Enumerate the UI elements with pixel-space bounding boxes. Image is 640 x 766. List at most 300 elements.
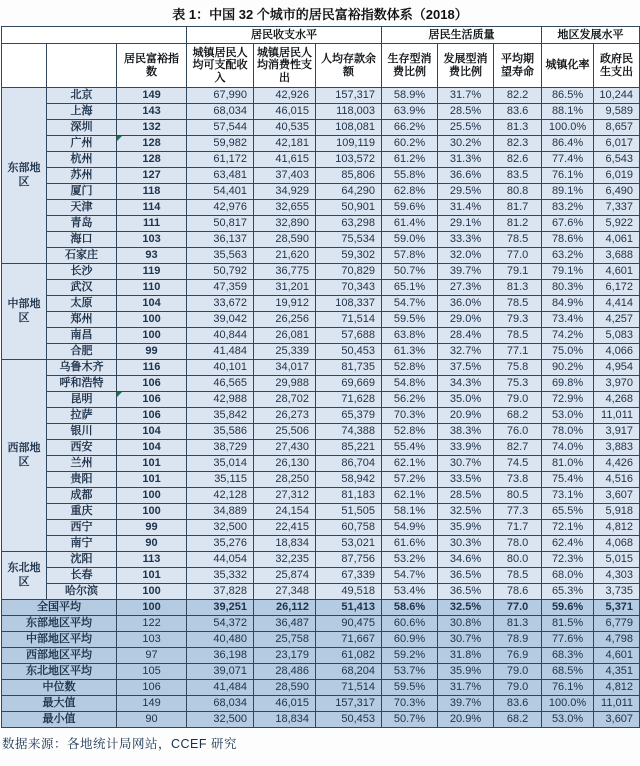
- value-cell: 54.7%: [382, 296, 438, 312]
- city-name-cell: 武汉: [47, 280, 117, 296]
- city-row: [2, 328, 640, 344]
- summary-value-cell: 59.5%: [382, 680, 438, 696]
- summary-value-cell: 18,834: [254, 712, 316, 728]
- value-cell: 53.4%: [382, 584, 438, 600]
- city-row: [2, 392, 640, 408]
- value-cell: 39,042: [187, 312, 254, 328]
- value-cell: 118,003: [316, 104, 382, 120]
- value-cell: 52.8%: [382, 424, 438, 440]
- value-cell: 72.9%: [542, 392, 594, 408]
- summary-value-cell: 31.8%: [438, 648, 494, 664]
- value-cell: 66.2%: [382, 120, 438, 136]
- value-cell: 6,490: [594, 184, 640, 200]
- value-cell: 46,565: [187, 376, 254, 392]
- value-cell: 59,982: [187, 136, 254, 152]
- city-row: [2, 152, 640, 168]
- summary-value-cell: 53.0%: [542, 712, 594, 728]
- value-cell: 75.8: [494, 360, 542, 376]
- value-cell: 80.3%: [542, 280, 594, 296]
- city-row: [2, 184, 640, 200]
- city-row: [2, 360, 640, 376]
- value-cell: 82.2: [494, 88, 542, 104]
- value-cell: 149: [117, 88, 187, 104]
- value-cell: 28.5%: [438, 104, 494, 120]
- value-cell: 76.1%: [542, 168, 594, 184]
- value-cell: 63.8%: [382, 328, 438, 344]
- value-cell: 5,922: [594, 216, 640, 232]
- summary-label-cell: 最小值: [2, 712, 117, 728]
- value-cell: 37,828: [187, 584, 254, 600]
- value-cell: 5,015: [594, 552, 640, 568]
- value-cell: 54.9%: [382, 520, 438, 536]
- value-cell: 32,235: [254, 552, 316, 568]
- value-cell: 49,518: [316, 584, 382, 600]
- value-cell: 74,388: [316, 424, 382, 440]
- summary-row: [2, 600, 640, 616]
- value-cell: 36.6%: [438, 168, 494, 184]
- value-cell: 57.2%: [382, 472, 438, 488]
- value-cell: 53,021: [316, 536, 382, 552]
- value-cell: 81,183: [316, 488, 382, 504]
- summary-value-cell: 3,607: [594, 712, 640, 728]
- value-cell: 6,172: [594, 280, 640, 296]
- city-name-cell: 厦门: [47, 184, 117, 200]
- summary-value-cell: 100: [117, 600, 187, 616]
- value-cell: 86.4%: [542, 136, 594, 152]
- value-cell: 30.2%: [438, 136, 494, 152]
- city-row: [2, 248, 640, 264]
- value-cell: 101: [117, 456, 187, 472]
- summary-value-cell: 30.8%: [438, 616, 494, 632]
- city-name-cell: 乌鲁木齐: [47, 360, 117, 376]
- value-cell: 88.1%: [542, 104, 594, 120]
- value-cell: 37,403: [254, 168, 316, 184]
- value-cell: 36.0%: [438, 296, 494, 312]
- value-cell: 61.3%: [382, 344, 438, 360]
- summary-value-cell: 83.6: [494, 696, 542, 712]
- value-cell: 77.4%: [542, 152, 594, 168]
- value-cell: 132: [117, 120, 187, 136]
- value-cell: 29.5%: [438, 184, 494, 200]
- value-cell: 4,426: [594, 456, 640, 472]
- summary-value-cell: 54,372: [187, 616, 254, 632]
- value-cell: 61.4%: [382, 216, 438, 232]
- value-cell: 93: [117, 248, 187, 264]
- city-name-cell: 广州: [47, 136, 117, 152]
- value-cell: 4,268: [594, 392, 640, 408]
- city-name-cell: 长沙: [47, 264, 117, 280]
- summary-value-cell: 32,500: [187, 712, 254, 728]
- value-cell: 83.2%: [542, 200, 594, 216]
- value-cell: 35.0%: [438, 392, 494, 408]
- value-cell: 65.5%: [542, 504, 594, 520]
- column-header-7: 城镇化率: [542, 44, 594, 88]
- value-cell: 28,250: [254, 472, 316, 488]
- summary-value-cell: 60.9%: [382, 632, 438, 648]
- summary-value-cell: 20.9%: [438, 712, 494, 728]
- value-cell: 3,917: [594, 424, 640, 440]
- value-cell: 58.1%: [382, 504, 438, 520]
- value-cell: 52.8%: [382, 360, 438, 376]
- value-cell: 36.5%: [438, 584, 494, 600]
- value-cell: 74.5: [494, 456, 542, 472]
- city-name-cell: 呼和浩特: [47, 376, 117, 392]
- value-cell: 61,172: [187, 152, 254, 168]
- summary-value-cell: 77.6%: [542, 632, 594, 648]
- city-row: [2, 264, 640, 280]
- summary-value-cell: 79.0: [494, 664, 542, 680]
- summary-value-cell: 60.6%: [382, 616, 438, 632]
- value-cell: 6,543: [594, 152, 640, 168]
- value-cell: 74.2%: [542, 328, 594, 344]
- value-cell: 79.0: [494, 392, 542, 408]
- summary-label-cell: 全国平均: [2, 600, 117, 616]
- value-cell: 28.4%: [438, 328, 494, 344]
- value-cell: 100: [117, 328, 187, 344]
- blank-city-header: [47, 44, 117, 88]
- city-name-cell: 成都: [47, 488, 117, 504]
- value-cell: 25,339: [254, 344, 316, 360]
- summary-value-cell: 68.5%: [542, 664, 594, 680]
- value-cell: 78.6%: [542, 232, 594, 248]
- table-header: [2, 27, 640, 88]
- summary-value-cell: 100.0%: [542, 696, 594, 712]
- city-row: [2, 440, 640, 456]
- value-cell: 108,081: [316, 120, 382, 136]
- value-cell: 32.7%: [438, 344, 494, 360]
- value-cell: 77.1: [494, 344, 542, 360]
- value-cell: 103,572: [316, 152, 382, 168]
- value-cell: 83.6: [494, 104, 542, 120]
- column-header-5: 发展型消费比例: [438, 44, 494, 88]
- value-cell: 72.3%: [542, 552, 594, 568]
- value-cell: 67,990: [187, 88, 254, 104]
- city-row: [2, 344, 640, 360]
- value-cell: 42,181: [254, 136, 316, 152]
- value-cell: 68,034: [187, 104, 254, 120]
- value-cell: 35,842: [187, 408, 254, 424]
- value-cell: 62.1%: [382, 488, 438, 504]
- data-source-note: 数据来源：各地统计局网站，CCEF 研究: [2, 737, 238, 751]
- city-row: [2, 120, 640, 136]
- value-cell: 75,534: [316, 232, 382, 248]
- value-cell: 70.3%: [382, 408, 438, 424]
- summary-value-cell: 53.7%: [382, 664, 438, 680]
- value-cell: 55.8%: [382, 168, 438, 184]
- value-cell: 4,061: [594, 232, 640, 248]
- value-cell: 57,544: [187, 120, 254, 136]
- summary-value-cell: 76.1%: [542, 680, 594, 696]
- value-cell: 67.6%: [542, 216, 594, 232]
- value-cell: 78.5: [494, 232, 542, 248]
- city-name-cell: 重庆: [47, 504, 117, 520]
- value-cell: 4,516: [594, 472, 640, 488]
- value-cell: 35,014: [187, 456, 254, 472]
- value-cell: 50.7%: [382, 264, 438, 280]
- value-cell: 100: [117, 312, 187, 328]
- value-cell: 75.4%: [542, 472, 594, 488]
- summary-value-cell: 58.6%: [382, 600, 438, 616]
- value-cell: 80.0: [494, 552, 542, 568]
- value-cell: 78.0: [494, 536, 542, 552]
- value-cell: 63.9%: [382, 104, 438, 120]
- city-name-cell: 拉萨: [47, 408, 117, 424]
- value-cell: 53.2%: [382, 552, 438, 568]
- value-cell: 86.5%: [542, 88, 594, 104]
- column-header-8: 政府民生支出: [594, 44, 640, 88]
- value-cell: 19,912: [254, 296, 316, 312]
- summary-value-cell: 50,453: [316, 712, 382, 728]
- value-cell: 70,829: [316, 264, 382, 280]
- summary-value-cell: 68,204: [316, 664, 382, 680]
- summary-value-cell: 51,413: [316, 600, 382, 616]
- value-cell: 100: [117, 584, 187, 600]
- column-header-3: 人均存款余额: [316, 44, 382, 88]
- blank-region-header: [2, 44, 47, 88]
- value-cell: 34,929: [254, 184, 316, 200]
- value-cell: 83.5: [494, 168, 542, 184]
- city-name-cell: 石家庄: [47, 248, 117, 264]
- summary-row: [2, 648, 640, 664]
- summary-value-cell: 11,011: [594, 696, 640, 712]
- city-name-cell: 兰州: [47, 456, 117, 472]
- summary-value-cell: 103: [117, 632, 187, 648]
- city-name-cell: 天津: [47, 200, 117, 216]
- value-cell: 57,688: [316, 328, 382, 344]
- value-cell: 65.1%: [382, 280, 438, 296]
- city-name-cell: 北京: [47, 88, 117, 104]
- value-cell: 101: [117, 568, 187, 584]
- value-cell: 30.3%: [438, 536, 494, 552]
- value-cell: 27,348: [254, 584, 316, 600]
- value-cell: 6,019: [594, 168, 640, 184]
- value-cell: 35,563: [187, 248, 254, 264]
- summary-value-cell: 31.7%: [438, 680, 494, 696]
- value-cell: 82.3: [494, 136, 542, 152]
- value-cell: 50,792: [187, 264, 254, 280]
- value-cell: 116: [117, 360, 187, 376]
- value-cell: 62.8%: [382, 184, 438, 200]
- value-cell: 78.5: [494, 328, 542, 344]
- value-cell: 79.1%: [542, 264, 594, 280]
- value-cell: 58,942: [316, 472, 382, 488]
- value-cell: 75.3: [494, 376, 542, 392]
- value-cell: 37.5%: [438, 360, 494, 376]
- value-cell: 50,453: [316, 344, 382, 360]
- value-cell: 34.3%: [438, 376, 494, 392]
- value-cell: 26,256: [254, 312, 316, 328]
- value-cell: 26,273: [254, 408, 316, 424]
- value-cell: 72.1%: [542, 520, 594, 536]
- value-cell: 4,066: [594, 344, 640, 360]
- value-cell: 90.2%: [542, 360, 594, 376]
- summary-row: [2, 616, 640, 632]
- value-cell: 33.3%: [438, 232, 494, 248]
- value-cell: 78.6: [494, 584, 542, 600]
- summary-value-cell: 28,590: [254, 680, 316, 696]
- value-cell: 104: [117, 296, 187, 312]
- city-name-cell: 太原: [47, 296, 117, 312]
- value-cell: 90: [117, 536, 187, 552]
- city-name-cell: 长春: [47, 568, 117, 584]
- city-name-cell: 西宁: [47, 520, 117, 536]
- value-cell: 4,303: [594, 568, 640, 584]
- summary-value-cell: 39.7%: [438, 696, 494, 712]
- city-row: [2, 88, 640, 104]
- value-cell: 81.0%: [542, 456, 594, 472]
- city-name-cell: 南昌: [47, 328, 117, 344]
- group-header-0: 居民收支水平: [187, 27, 382, 44]
- value-cell: 33,672: [187, 296, 254, 312]
- city-name-cell: 郑州: [47, 312, 117, 328]
- value-cell: 24,154: [254, 504, 316, 520]
- value-cell: 100: [117, 504, 187, 520]
- value-cell: 3,883: [594, 440, 640, 456]
- value-cell: 79.3: [494, 312, 542, 328]
- city-name-cell: 哈尔滨: [47, 584, 117, 600]
- value-cell: 29.1%: [438, 216, 494, 232]
- summary-value-cell: 78.9: [494, 632, 542, 648]
- summary-value-cell: 36,198: [187, 648, 254, 664]
- summary-value-cell: 81.5%: [542, 616, 594, 632]
- value-cell: 75.0%: [542, 344, 594, 360]
- value-cell: 20.9%: [438, 408, 494, 424]
- value-cell: 58.9%: [382, 88, 438, 104]
- value-cell: 65.3%: [542, 584, 594, 600]
- value-cell: 85,806: [316, 168, 382, 184]
- summary-value-cell: 28,486: [254, 664, 316, 680]
- value-cell: 55.4%: [382, 440, 438, 456]
- region-cell: 西部地区: [2, 360, 47, 552]
- value-cell: 33.5%: [438, 472, 494, 488]
- value-cell: 82.7: [494, 440, 542, 456]
- value-cell: 63.2%: [542, 248, 594, 264]
- value-cell: 71,628: [316, 392, 382, 408]
- value-cell: 39.7%: [438, 264, 494, 280]
- summary-value-cell: 39,251: [187, 600, 254, 616]
- value-cell: 35,115: [187, 472, 254, 488]
- summary-value-cell: 4,601: [594, 648, 640, 664]
- value-cell: 73.1%: [542, 488, 594, 504]
- value-cell: 100: [117, 488, 187, 504]
- value-cell: 65,379: [316, 408, 382, 424]
- value-cell: 78.5: [494, 568, 542, 584]
- value-cell: 34,017: [254, 360, 316, 376]
- column-header-6: 平均期望寿命: [494, 44, 542, 88]
- value-cell: 103: [117, 232, 187, 248]
- value-cell: 62.4%: [542, 536, 594, 552]
- value-cell: 8,657: [594, 120, 640, 136]
- value-cell: 108,337: [316, 296, 382, 312]
- value-cell: 28,702: [254, 392, 316, 408]
- city-row: [2, 472, 640, 488]
- summary-value-cell: 157,317: [316, 696, 382, 712]
- city-row: [2, 296, 640, 312]
- value-cell: 29,988: [254, 376, 316, 392]
- summary-value-cell: 40,480: [187, 632, 254, 648]
- summary-value-cell: 76.9: [494, 648, 542, 664]
- city-name-cell: 杭州: [47, 152, 117, 168]
- region-cell: 中部地区: [2, 264, 47, 360]
- city-name-cell: 青岛: [47, 216, 117, 232]
- city-name-cell: 昆明: [47, 392, 117, 408]
- city-name-cell: 南宁: [47, 536, 117, 552]
- value-cell: 31.3%: [438, 152, 494, 168]
- value-cell: 5,918: [594, 504, 640, 520]
- city-row: [2, 456, 640, 472]
- city-row: [2, 232, 640, 248]
- value-cell: 32.5%: [438, 504, 494, 520]
- value-cell: 4,257: [594, 312, 640, 328]
- value-cell: 36,137: [187, 232, 254, 248]
- summary-value-cell: 39,071: [187, 664, 254, 680]
- group-header-2: 地区发展水平: [542, 27, 640, 44]
- value-cell: 56.2%: [382, 392, 438, 408]
- summary-value-cell: 61,082: [316, 648, 382, 664]
- value-cell: 104: [117, 440, 187, 456]
- value-cell: 57.8%: [382, 248, 438, 264]
- city-row: [2, 200, 640, 216]
- city-name-cell: 深圳: [47, 120, 117, 136]
- value-cell: 4,414: [594, 296, 640, 312]
- value-cell: 118: [117, 184, 187, 200]
- value-cell: 42,976: [187, 200, 254, 216]
- value-cell: 106: [117, 408, 187, 424]
- value-cell: 6,017: [594, 136, 640, 152]
- value-cell: 25,874: [254, 568, 316, 584]
- value-cell: 28,590: [254, 232, 316, 248]
- value-cell: 7,337: [594, 200, 640, 216]
- value-cell: 38.3%: [438, 424, 494, 440]
- summary-value-cell: 50.7%: [382, 712, 438, 728]
- summary-value-cell: 6,779: [594, 616, 640, 632]
- summary-value-cell: 149: [117, 696, 187, 712]
- summary-row: [2, 632, 640, 648]
- city-row: [2, 424, 640, 440]
- summary-value-cell: 5,371: [594, 600, 640, 616]
- value-cell: 35,276: [187, 536, 254, 552]
- value-cell: 27.3%: [438, 280, 494, 296]
- summary-value-cell: 77.0: [494, 600, 542, 616]
- value-cell: 31.4%: [438, 200, 494, 216]
- city-row: [2, 568, 640, 584]
- value-cell: 47,359: [187, 280, 254, 296]
- value-cell: 60.2%: [382, 136, 438, 152]
- city-name-cell: 贵阳: [47, 472, 117, 488]
- value-cell: 30.7%: [438, 456, 494, 472]
- city-row: [2, 520, 640, 536]
- value-cell: 81.3: [494, 280, 542, 296]
- summary-value-cell: 70.3%: [382, 696, 438, 712]
- value-cell: 21,620: [254, 248, 316, 264]
- city-row: [2, 312, 640, 328]
- value-cell: 29.0%: [438, 312, 494, 328]
- value-cell: 25.5%: [438, 120, 494, 136]
- value-cell: 79.1: [494, 264, 542, 280]
- value-cell: 35.9%: [438, 520, 494, 536]
- value-cell: 26,130: [254, 456, 316, 472]
- table-body: [2, 88, 640, 728]
- group-header-row: [2, 27, 640, 44]
- column-header-4: 生存型消费比例: [382, 44, 438, 88]
- value-cell: 143: [117, 104, 187, 120]
- value-cell: 109,119: [316, 136, 382, 152]
- value-cell: 10,244: [594, 88, 640, 104]
- value-cell: 4,812: [594, 520, 640, 536]
- city-row: [2, 216, 640, 232]
- value-cell: 35,332: [187, 568, 254, 584]
- value-cell: 114: [117, 200, 187, 216]
